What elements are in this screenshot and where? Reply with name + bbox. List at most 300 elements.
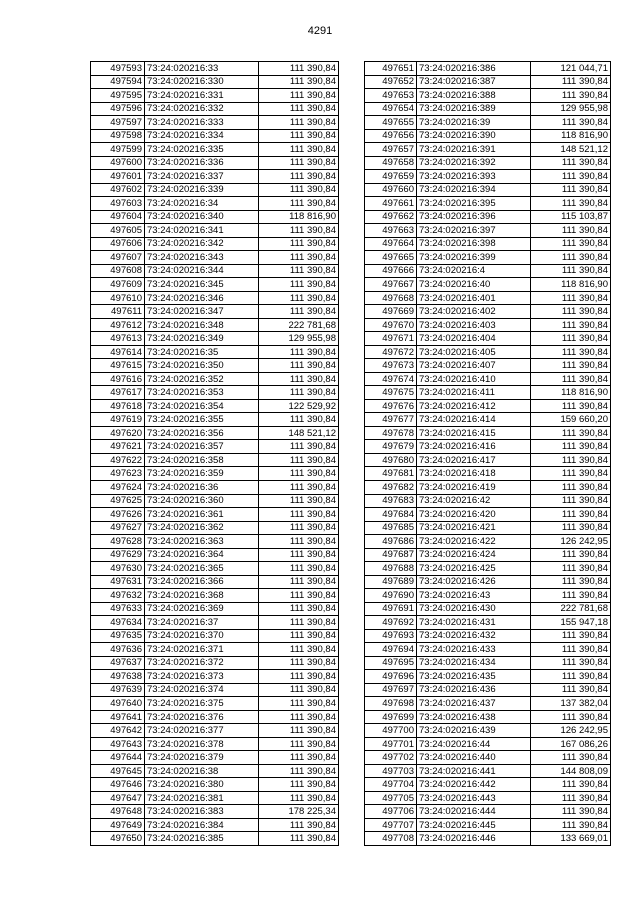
- row-number-cell: 497641: [91, 710, 145, 724]
- cadastral-number-cell: 73:24:020216:35: [145, 345, 259, 359]
- table-row: [365, 278, 611, 292]
- table-row: [365, 197, 611, 211]
- row-number-cell: 497635: [91, 629, 145, 643]
- left-table-body: [91, 62, 339, 846]
- value-cell: 111 390,84: [531, 372, 611, 386]
- value-cell: 111 390,84: [259, 751, 339, 765]
- cadastral-number-cell: 73:24:020216:371: [145, 643, 259, 657]
- row-number-cell: 497661: [365, 197, 417, 211]
- row-number-cell: 497634: [91, 616, 145, 630]
- row-number-cell: 497684: [365, 508, 417, 522]
- table-row: [91, 291, 339, 305]
- table-row: [365, 156, 611, 170]
- table-row: [365, 102, 611, 116]
- value-cell: 111 390,84: [531, 575, 611, 589]
- value-cell: 111 390,84: [259, 183, 339, 197]
- cadastral-number-cell: 73:24:020216:434: [417, 656, 531, 670]
- row-number-cell: 497652: [365, 75, 417, 89]
- cadastral-number-cell: 73:24:020216:358: [145, 453, 259, 467]
- row-number-cell: 497708: [365, 832, 417, 846]
- value-cell: 137 382,04: [531, 697, 611, 711]
- table-row: [365, 818, 611, 832]
- row-number-cell: 497704: [365, 778, 417, 792]
- row-number-cell: 497642: [91, 724, 145, 738]
- row-number-cell: 497686: [365, 535, 417, 549]
- cadastral-number-cell: 73:24:020216:414: [417, 413, 531, 427]
- row-number-cell: 497649: [91, 818, 145, 832]
- table-row: [91, 589, 339, 603]
- row-number-cell: 497682: [365, 480, 417, 494]
- cadastral-number-cell: 73:24:020216:36: [145, 480, 259, 494]
- cadastral-number-cell: 73:24:020216:416: [417, 440, 531, 454]
- row-number-cell: 497692: [365, 616, 417, 630]
- table-row: [365, 62, 611, 76]
- table-row: [91, 629, 339, 643]
- cadastral-number-cell: 73:24:020216:347: [145, 305, 259, 319]
- table-row: [365, 291, 611, 305]
- cadastral-number-cell: 73:24:020216:366: [145, 575, 259, 589]
- cadastral-number-cell: 73:24:020216:374: [145, 683, 259, 697]
- value-cell: 111 390,84: [259, 737, 339, 751]
- value-cell: 111 390,84: [531, 359, 611, 373]
- row-number-cell: 497629: [91, 548, 145, 562]
- row-number-cell: 497656: [365, 129, 417, 143]
- value-cell: 222 781,68: [259, 318, 339, 332]
- table-row: [365, 413, 611, 427]
- row-number-cell: 497647: [91, 791, 145, 805]
- value-cell: 111 390,84: [259, 224, 339, 238]
- row-number-cell: 497612: [91, 318, 145, 332]
- table-row: [365, 683, 611, 697]
- table-row: [91, 535, 339, 549]
- table-row: [365, 237, 611, 251]
- row-number-cell: 497655: [365, 116, 417, 130]
- value-cell: 111 390,84: [259, 764, 339, 778]
- table-row: [365, 562, 611, 576]
- table-row: [365, 494, 611, 508]
- value-cell: 111 390,84: [531, 264, 611, 278]
- row-number-cell: 497685: [365, 521, 417, 535]
- value-cell: 118 816,90: [531, 129, 611, 143]
- cadastral-number-cell: 73:24:020216:360: [145, 494, 259, 508]
- row-number-cell: 497666: [365, 264, 417, 278]
- table-row: [365, 264, 611, 278]
- cadastral-number-cell: 73:24:020216:349: [145, 332, 259, 346]
- table-row: [365, 778, 611, 792]
- value-cell: 111 390,84: [259, 724, 339, 738]
- value-cell: 111 390,84: [259, 291, 339, 305]
- cadastral-number-cell: 73:24:020216:411: [417, 386, 531, 400]
- cadastral-number-cell: 73:24:020216:334: [145, 129, 259, 143]
- value-cell: 111 390,84: [531, 818, 611, 832]
- value-cell: 111 390,84: [259, 359, 339, 373]
- row-number-cell: 497658: [365, 156, 417, 170]
- cadastral-number-cell: 73:24:020216:333: [145, 116, 259, 130]
- row-number-cell: 497614: [91, 345, 145, 359]
- row-number-cell: 497608: [91, 264, 145, 278]
- cadastral-number-cell: 73:24:020216:350: [145, 359, 259, 373]
- cadastral-number-cell: 73:24:020216:368: [145, 589, 259, 603]
- table-row: [365, 210, 611, 224]
- table-row: [91, 751, 339, 765]
- value-cell: 111 390,84: [531, 440, 611, 454]
- table-row: [91, 710, 339, 724]
- table-row: [91, 791, 339, 805]
- table-row: [365, 129, 611, 143]
- value-cell: 111 390,84: [259, 521, 339, 535]
- value-cell: 111 390,84: [531, 251, 611, 265]
- value-cell: 111 390,84: [259, 116, 339, 130]
- cadastral-number-cell: 73:24:020216:335: [145, 143, 259, 157]
- value-cell: 111 390,84: [259, 791, 339, 805]
- table-row: [91, 805, 339, 819]
- cadastral-number-cell: 73:24:020216:42: [417, 494, 531, 508]
- value-cell: 118 816,90: [259, 210, 339, 224]
- row-number-cell: 497622: [91, 453, 145, 467]
- value-cell: 111 390,84: [531, 508, 611, 522]
- row-number-cell: 497707: [365, 818, 417, 832]
- value-cell: 111 390,84: [531, 751, 611, 765]
- cadastral-number-cell: 73:24:020216:39: [417, 116, 531, 130]
- row-number-cell: 497628: [91, 535, 145, 549]
- cadastral-number-cell: 73:24:020216:421: [417, 521, 531, 535]
- table-row: [365, 508, 611, 522]
- table-row: [91, 467, 339, 481]
- value-cell: 111 390,84: [531, 778, 611, 792]
- value-cell: 111 390,84: [531, 521, 611, 535]
- row-number-cell: 497601: [91, 170, 145, 184]
- cadastral-number-cell: 73:24:020216:391: [417, 143, 531, 157]
- value-cell: 111 390,84: [531, 170, 611, 184]
- table-row: [365, 170, 611, 184]
- value-cell: 111 390,84: [259, 197, 339, 211]
- value-cell: 111 390,84: [259, 589, 339, 603]
- table-row: [365, 589, 611, 603]
- table-row: [91, 643, 339, 657]
- row-number-cell: 497637: [91, 656, 145, 670]
- table-row: [91, 656, 339, 670]
- row-number-cell: 497680: [365, 453, 417, 467]
- cadastral-number-cell: 73:24:020216:404: [417, 332, 531, 346]
- row-number-cell: 497632: [91, 589, 145, 603]
- row-number-cell: 497645: [91, 764, 145, 778]
- table-row: [365, 575, 611, 589]
- value-cell: 111 390,84: [259, 62, 339, 76]
- value-cell: 111 390,84: [531, 156, 611, 170]
- table-row: [365, 616, 611, 630]
- row-number-cell: 497678: [365, 426, 417, 440]
- cadastral-number-cell: 73:24:020216:337: [145, 170, 259, 184]
- value-cell: 111 390,84: [531, 426, 611, 440]
- cadastral-number-cell: 73:24:020216:342: [145, 237, 259, 251]
- value-cell: 111 390,84: [531, 318, 611, 332]
- cadastral-number-cell: 73:24:020216:331: [145, 89, 259, 103]
- cadastral-number-cell: 73:24:020216:385: [145, 832, 259, 846]
- value-cell: 111 390,84: [259, 75, 339, 89]
- row-number-cell: 497677: [365, 413, 417, 427]
- table-row: [365, 467, 611, 481]
- value-cell: 111 390,84: [531, 197, 611, 211]
- cadastral-number-cell: 73:24:020216:332: [145, 102, 259, 116]
- value-cell: 111 390,84: [259, 170, 339, 184]
- table-row: [365, 116, 611, 130]
- table-row: [365, 251, 611, 265]
- table-row: [365, 224, 611, 238]
- table-row: [91, 143, 339, 157]
- table-row: [91, 210, 339, 224]
- cadastral-number-cell: 73:24:020216:365: [145, 562, 259, 576]
- row-number-cell: 497697: [365, 683, 417, 697]
- cadastral-number-cell: 73:24:020216:396: [417, 210, 531, 224]
- table-row: [365, 372, 611, 386]
- row-number-cell: 497674: [365, 372, 417, 386]
- value-cell: 111 390,84: [531, 670, 611, 684]
- cadastral-number-cell: 73:24:020216:378: [145, 737, 259, 751]
- row-number-cell: 497664: [365, 237, 417, 251]
- row-number-cell: 497693: [365, 629, 417, 643]
- cadastral-number-cell: 73:24:020216:425: [417, 562, 531, 576]
- table-row: [365, 670, 611, 684]
- value-cell: 155 947,18: [531, 616, 611, 630]
- value-cell: 111 390,84: [531, 683, 611, 697]
- row-number-cell: 497593: [91, 62, 145, 76]
- row-number-cell: 497691: [365, 602, 417, 616]
- left-cadastral-table: [90, 61, 339, 846]
- cadastral-number-cell: 73:24:020216:356: [145, 426, 259, 440]
- row-number-cell: 497654: [365, 102, 417, 116]
- row-number-cell: 497701: [365, 737, 417, 751]
- table-row: [91, 345, 339, 359]
- cadastral-number-cell: 73:24:020216:397: [417, 224, 531, 238]
- cadastral-number-cell: 73:24:020216:442: [417, 778, 531, 792]
- value-cell: 144 808,09: [531, 764, 611, 778]
- value-cell: 111 390,84: [531, 224, 611, 238]
- value-cell: 111 390,84: [531, 237, 611, 251]
- row-number-cell: 497687: [365, 548, 417, 562]
- cadastral-number-cell: 73:24:020216:444: [417, 805, 531, 819]
- table-row: [365, 480, 611, 494]
- cadastral-number-cell: 73:24:020216:405: [417, 345, 531, 359]
- value-cell: 222 781,68: [531, 602, 611, 616]
- cadastral-number-cell: 73:24:020216:34: [145, 197, 259, 211]
- cadastral-number-cell: 73:24:020216:372: [145, 656, 259, 670]
- cadastral-number-cell: 73:24:020216:376: [145, 710, 259, 724]
- table-row: [91, 683, 339, 697]
- table-row: [91, 440, 339, 454]
- table-row: [91, 697, 339, 711]
- table-row: [365, 399, 611, 413]
- cadastral-number-cell: 73:24:020216:354: [145, 399, 259, 413]
- row-number-cell: 497616: [91, 372, 145, 386]
- row-number-cell: 497703: [365, 764, 417, 778]
- row-number-cell: 497660: [365, 183, 417, 197]
- value-cell: 111 390,84: [259, 670, 339, 684]
- table-row: [91, 251, 339, 265]
- value-cell: 111 390,84: [531, 291, 611, 305]
- row-number-cell: 497605: [91, 224, 145, 238]
- cadastral-number-cell: 73:24:020216:339: [145, 183, 259, 197]
- row-number-cell: 497651: [365, 62, 417, 76]
- value-cell: 111 390,84: [259, 278, 339, 292]
- cadastral-number-cell: 73:24:020216:364: [145, 548, 259, 562]
- cadastral-number-cell: 73:24:020216:38: [145, 764, 259, 778]
- value-cell: 111 390,84: [531, 467, 611, 481]
- table-row: [365, 386, 611, 400]
- row-number-cell: 497668: [365, 291, 417, 305]
- row-number-cell: 497621: [91, 440, 145, 454]
- table-row: [91, 116, 339, 130]
- table-row: [91, 372, 339, 386]
- table-row: [365, 332, 611, 346]
- table-row: [91, 399, 339, 413]
- value-cell: 118 816,90: [531, 278, 611, 292]
- table-row: [91, 89, 339, 103]
- table-row: [91, 102, 339, 116]
- value-cell: 111 390,84: [259, 372, 339, 386]
- table-row: [365, 305, 611, 319]
- cadastral-number-cell: 73:24:020216:441: [417, 764, 531, 778]
- table-row: [91, 237, 339, 251]
- row-number-cell: 497631: [91, 575, 145, 589]
- value-cell: 111 390,84: [531, 562, 611, 576]
- table-row: [365, 183, 611, 197]
- value-cell: 111 390,84: [531, 332, 611, 346]
- row-number-cell: 497673: [365, 359, 417, 373]
- row-number-cell: 497699: [365, 710, 417, 724]
- row-number-cell: 497604: [91, 210, 145, 224]
- cadastral-number-cell: 73:24:020216:392: [417, 156, 531, 170]
- cadastral-number-cell: 73:24:020216:340: [145, 210, 259, 224]
- cadastral-number-cell: 73:24:020216:436: [417, 683, 531, 697]
- cadastral-number-cell: 73:24:020216:343: [145, 251, 259, 265]
- row-number-cell: 497688: [365, 562, 417, 576]
- cadastral-number-cell: 73:24:020216:412: [417, 399, 531, 413]
- cadastral-number-cell: 73:24:020216:341: [145, 224, 259, 238]
- table-row: [365, 521, 611, 535]
- table-row: [91, 832, 339, 846]
- cadastral-number-cell: 73:24:020216:384: [145, 818, 259, 832]
- cadastral-number-cell: 73:24:020216:355: [145, 413, 259, 427]
- row-number-cell: 497650: [91, 832, 145, 846]
- value-cell: 111 390,84: [259, 508, 339, 522]
- table-row: [91, 413, 339, 427]
- cadastral-number-cell: 73:24:020216:375: [145, 697, 259, 711]
- table-row: [91, 183, 339, 197]
- value-cell: 111 390,84: [531, 305, 611, 319]
- table-row: [365, 359, 611, 373]
- value-cell: 111 390,84: [259, 683, 339, 697]
- row-number-cell: 497672: [365, 345, 417, 359]
- value-cell: 111 390,84: [531, 453, 611, 467]
- row-number-cell: 497702: [365, 751, 417, 765]
- table-row: [365, 345, 611, 359]
- row-number-cell: 497671: [365, 332, 417, 346]
- row-number-cell: 497636: [91, 643, 145, 657]
- row-number-cell: 497657: [365, 143, 417, 157]
- value-cell: 111 390,84: [259, 467, 339, 481]
- row-number-cell: 497602: [91, 183, 145, 197]
- table-row: [91, 156, 339, 170]
- value-cell: 111 390,84: [259, 156, 339, 170]
- value-cell: 126 242,95: [531, 535, 611, 549]
- row-number-cell: 497617: [91, 386, 145, 400]
- row-number-cell: 497599: [91, 143, 145, 157]
- cadastral-number-cell: 73:24:020216:361: [145, 508, 259, 522]
- row-number-cell: 497639: [91, 683, 145, 697]
- cadastral-number-cell: 73:24:020216:390: [417, 129, 531, 143]
- cadastral-number-cell: 73:24:020216:446: [417, 832, 531, 846]
- cadastral-number-cell: 73:24:020216:410: [417, 372, 531, 386]
- value-cell: 111 390,84: [259, 440, 339, 454]
- row-number-cell: 497638: [91, 670, 145, 684]
- table-row: [91, 264, 339, 278]
- table-row: [91, 129, 339, 143]
- cadastral-number-cell: 73:24:020216:388: [417, 89, 531, 103]
- value-cell: 178 225,34: [259, 805, 339, 819]
- value-cell: 111 390,84: [259, 143, 339, 157]
- table-row: [91, 508, 339, 522]
- value-cell: 111 390,84: [259, 305, 339, 319]
- value-cell: 111 390,84: [259, 251, 339, 265]
- table-row: [365, 832, 611, 846]
- cadastral-number-cell: 73:24:020216:419: [417, 480, 531, 494]
- cadastral-number-cell: 73:24:020216:439: [417, 724, 531, 738]
- table-row: [91, 426, 339, 440]
- table-row: [91, 318, 339, 332]
- value-cell: 111 390,84: [259, 129, 339, 143]
- table-row: [91, 197, 339, 211]
- value-cell: 111 390,84: [531, 89, 611, 103]
- value-cell: 111 390,84: [259, 102, 339, 116]
- row-number-cell: 497633: [91, 602, 145, 616]
- row-number-cell: 497689: [365, 575, 417, 589]
- row-number-cell: 497667: [365, 278, 417, 292]
- cadastral-number-cell: 73:24:020216:433: [417, 643, 531, 657]
- table-row: [91, 305, 339, 319]
- cadastral-number-cell: 73:24:020216:387: [417, 75, 531, 89]
- row-number-cell: 497624: [91, 480, 145, 494]
- row-number-cell: 497695: [365, 656, 417, 670]
- value-cell: 111 390,84: [531, 345, 611, 359]
- cadastral-number-cell: 73:24:020216:402: [417, 305, 531, 319]
- row-number-cell: 497607: [91, 251, 145, 265]
- cadastral-number-cell: 73:24:020216:432: [417, 629, 531, 643]
- row-number-cell: 497625: [91, 494, 145, 508]
- row-number-cell: 497620: [91, 426, 145, 440]
- right-cadastral-table: [364, 61, 611, 846]
- cadastral-number-cell: 73:24:020216:369: [145, 602, 259, 616]
- table-row: [91, 494, 339, 508]
- cadastral-number-cell: 73:24:020216:398: [417, 237, 531, 251]
- value-cell: 129 955,98: [531, 102, 611, 116]
- value-cell: 111 390,84: [259, 656, 339, 670]
- value-cell: 118 816,90: [531, 386, 611, 400]
- row-number-cell: 497594: [91, 75, 145, 89]
- value-cell: 115 103,87: [531, 210, 611, 224]
- row-number-cell: 497630: [91, 562, 145, 576]
- cadastral-number-cell: 73:24:020216:357: [145, 440, 259, 454]
- value-cell: 111 390,84: [259, 643, 339, 657]
- value-cell: 111 390,84: [259, 710, 339, 724]
- cadastral-number-cell: 73:24:020216:330: [145, 75, 259, 89]
- value-cell: 111 390,84: [531, 75, 611, 89]
- cadastral-number-cell: 73:24:020216:395: [417, 197, 531, 211]
- row-number-cell: 497681: [365, 467, 417, 481]
- row-number-cell: 497644: [91, 751, 145, 765]
- cadastral-number-cell: 73:24:020216:353: [145, 386, 259, 400]
- table-row: [365, 724, 611, 738]
- cadastral-number-cell: 73:24:020216:399: [417, 251, 531, 265]
